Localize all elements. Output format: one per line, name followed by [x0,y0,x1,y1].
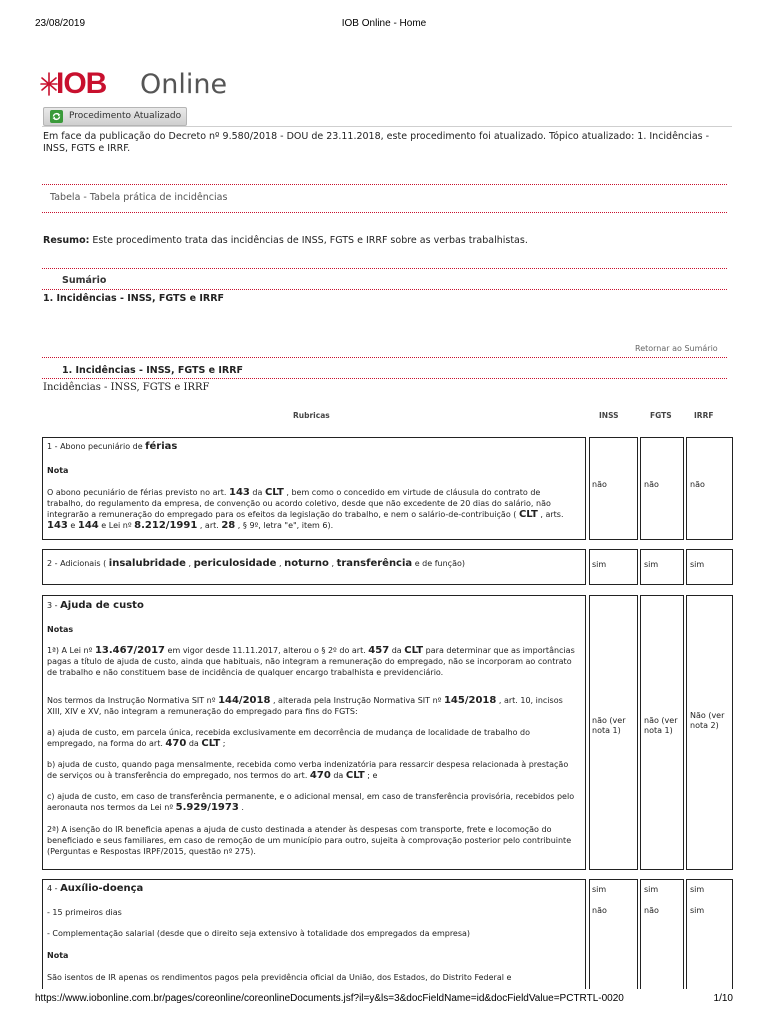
divider [42,212,727,213]
row4-title: 4 - Auxílio-doença [47,883,144,894]
row3-item-b: b) ajuda de custo, quando paga mensalmente, recebida como verba indenizatória para ressarcir despesa relacionada à prestação de serviços ou à transferência do empregado, nos termos do art. 470 da CLT ; e [47,760,569,781]
row4-inss-2: não [592,906,607,915]
header-fgts: FGTS [650,411,672,420]
row3-fgts: não (ver nota 1) [644,716,678,735]
retornar-ao-sumario-link[interactable]: Retornar ao Sumário [635,344,718,353]
row4-fgts-1: sim [644,885,659,894]
page-number: 1/10 [713,993,733,1004]
print-url: https://www.iobonline.com.br/pages/coreonline/coreonlineDocuments.jsf?il=y&ls=3&docFieldName=id&docFieldValue=PCTRTL-0020 [35,993,624,1004]
row4-fgts-2: não [644,906,659,915]
row2-fgts: sim [644,560,659,569]
row3-item-a: a) ajuda de custo, em parcela única, recebida exclusivamente em decorrência de mudança de localidade de trabalho do empregado, na forma do art. 470 da CLT ; [47,728,530,749]
row2-title: 2 - Adicionais ( insalubridade , periculosidade , noturno , transferência e de função) [47,558,465,569]
sumario-title: Sumário [62,275,107,286]
row4-nota: Nota [47,951,69,960]
section-tag: Tabela - Tabela prática de incidências [50,192,228,203]
row4-line-2: - Complementação salarial (desde que o direito seja extensivo à totalidade dos empregados da empresa) [47,929,471,938]
row1-irrf: não [690,480,705,489]
row3-nota-1: 1ª) A Lei nº 13.467/2017 em vigor desde 11.11.2017, alterou o § 2º do art. 457 da CLT para determinar que as importâncias pagas a título de ajuda de custo, ainda que habituais, não integram a remuneração do empregado, não se incorporam ao contrato de trabalho e não constituem base de incidência de qualquer encargo trabalhista e previdenciário. [47,645,575,677]
refresh-icon [50,110,63,123]
divider [42,184,727,185]
row1-text: O abono pecuniário de férias previsto no art. 143 da CLT , bem como o concedido em virtude de cláusula do contrato de trabalho, do regulamento da empresa, de convenção ou acordo coletivo, desde que não excedente de 20 dias do salário, não integrarão a remuneração do empregado para os efeitos da legislação do trabalho, e nem o salário-de-contribuição ( CLT , arts. 143 e 144 e Lei nº 8.212/1991 , art. 28 , § 9º, letra "e", item 6). [47,487,564,531]
divider [42,126,732,127]
row3-title: 3 - Ajuda de custo [47,600,144,611]
row4-text: São isentos de IR apenas os rendimentos pagos pela previdência oficial da União, dos Estados, do Distrito Federal e [47,973,512,982]
row1-fgts: não [644,480,659,489]
table-caption: Incidências - INSS, FGTS e IRRF [43,382,210,393]
divider [42,268,727,269]
intro-text: Em face da publicação do Decreto nº 9.580/2018 - DOU de 23.11.2018, este procedimento foi atualizado. Tópico atualizado: 1. Incidências - INSS, FGTS e IRRF. [43,131,710,154]
logo-online-text: Online [140,69,228,100]
divider [42,378,727,379]
divider [42,289,727,290]
resumo-label: Resumo: [43,235,90,246]
row3-inss: não (ver nota 1) [592,716,626,735]
row4-irrf-2: sim [690,906,705,915]
row1-inss: não [592,480,607,489]
row4-line-1: - 15 primeiros dias [47,908,122,917]
sumario-link-incidencias[interactable]: 1. Incidências - INSS, FGTS e IRRF [43,293,225,304]
row3-item-c: c) ajuda de custo, em caso de transferência permanente, e o adicional mensal, em caso de transferência provisória, recebidos pelo aeronauta nos termos da Lei nº 5.929/1973 . [47,792,575,813]
row4-irrf-1: sim [690,885,705,894]
print-date: 23/08/2019 [35,18,86,29]
row3-nota-2: 2ª) A isenção do IR beneficia apenas a ajuda de custo destinada a atender às despesas com transporte, frete e locomoção do beneficiado e seus familiares, em caso de remoção de um município para outro, sujeita à comprovação posterior pelo contribuinte (Perguntas e Respostas IRPF/2015, questão nº 275). [47,825,572,856]
header-irrf: IRRF [694,411,714,420]
divider [42,357,727,358]
resumo-text: Este procedimento trata das incidências de INSS, FGTS e IRRF sobre as verbas trabalhistas. [89,235,528,246]
resumo [43,235,528,246]
row3-irrf: Não (ver nota 2) [690,711,725,730]
header-rubricas: Rubricas [293,411,330,420]
row3-instrucao: Nos termos da Instrução Normativa SIT nº 144/2018 , alterada pela Instrução Normativa SIT nº 145/2018 , art. 10, incisos XIII, XIV e XV, não integram a remuneração do empregado para fins do FGTS: [47,695,563,716]
procedimento-atualizado-badge[interactable] [43,107,187,126]
print-title: IOB Online - Home [341,18,427,29]
row2-irrf: sim [690,560,705,569]
print-header [0,16,768,32]
row1-title: 1 - Abono pecuniário de férias [47,441,178,452]
row3-notas: Notas [47,625,74,634]
row2-inss: sim [592,560,607,569]
logo-iob-text: IOB [56,67,107,100]
section-1-title: 1. Incidências - INSS, FGTS e IRRF [62,365,244,376]
row4-inss-1: sim [592,885,607,894]
print-footer [0,993,768,1009]
badge-label: Procedimento Atualizado [69,111,182,121]
row1-nota: Nota [47,466,69,475]
header-inss: INSS [599,411,619,420]
